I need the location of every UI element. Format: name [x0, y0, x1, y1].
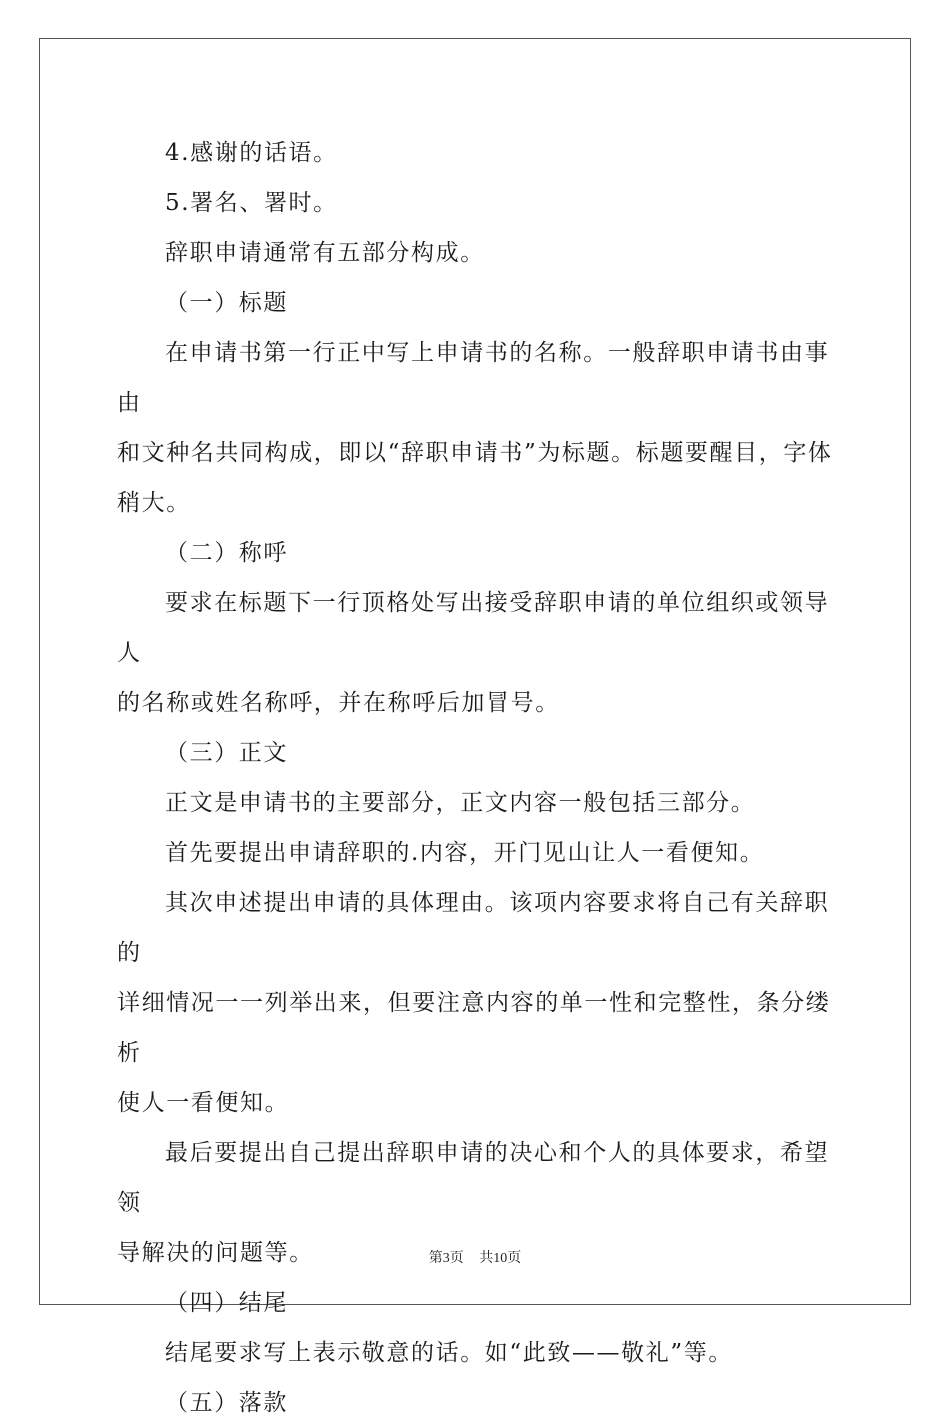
paragraph-line: 导解决的问题等。 [117, 1240, 314, 1266]
paragraph [117, 1328, 833, 1378]
paragraph-line: 最后要提出自己提出辞职申请的决心和个人的具体要求，希望领 [117, 1140, 830, 1216]
paragraph-line: （一）标题 [165, 290, 288, 316]
paragraph-line: 和文种名共同构成，即以“辞职申请书”为标题。标题要醒目，字体 [117, 440, 833, 466]
paragraph-line: 结尾要求写上表示敬意的话。如“此致——敬礼”等。 [165, 1340, 733, 1366]
paragraph [117, 1378, 833, 1428]
paragraph-line: （五）落款 [165, 1390, 288, 1416]
paragraph-line: （三）正文 [165, 740, 288, 766]
paragraph [117, 728, 833, 778]
paragraph-line: 5.署名、署时。 [165, 190, 338, 216]
paragraph-line: 的名称或姓名称呼，并在称呼后加冒号。 [117, 690, 560, 716]
paragraph [117, 828, 833, 878]
page-footer [0, 1247, 950, 1267]
paragraph-line: （四）结尾 [165, 1290, 288, 1316]
page-number: 第3页 [428, 1251, 464, 1266]
paragraph-line: 辞职申请通常有五部分构成。 [165, 240, 485, 266]
paragraph [117, 328, 833, 528]
paragraph [117, 178, 833, 228]
paragraph-line: （二）称呼 [165, 540, 288, 566]
paragraph-line: 正文是申请书的主要部分，正文内容一般包括三部分。 [165, 790, 756, 816]
paragraph-line: 4.感谢的话语。 [165, 140, 338, 166]
paragraph-line: 使人一看便知。 [117, 1090, 290, 1116]
document-body [117, 128, 833, 1428]
paragraph [117, 528, 833, 578]
paragraph-line: 详细情况一一列举出来，但要注意内容的单一性和完整性，条分缕析 [117, 990, 831, 1066]
paragraph [117, 128, 833, 178]
paragraph-line: 在申请书第一行正中写上申请书的名称。一般辞职申请书由事由 [117, 340, 830, 416]
paragraph-line: 要求在标题下一行顶格处写出接受辞职申请的单位组织或领导人 [117, 590, 830, 666]
paragraph [117, 878, 833, 1128]
paragraph-line: 其次申述提出申请的具体理由。该项内容要求将自己有关辞职的 [117, 890, 830, 966]
paragraph [117, 1278, 833, 1328]
paragraph [117, 228, 833, 278]
page-total: 共10页 [479, 1251, 522, 1266]
paragraph [117, 278, 833, 328]
paragraph [117, 578, 833, 728]
paragraph [117, 778, 833, 828]
paragraph-line: 稍大。 [117, 490, 191, 516]
paragraph-line: 首先要提出申请辞职的.内容，开门见山让人一看便知。 [165, 840, 765, 866]
